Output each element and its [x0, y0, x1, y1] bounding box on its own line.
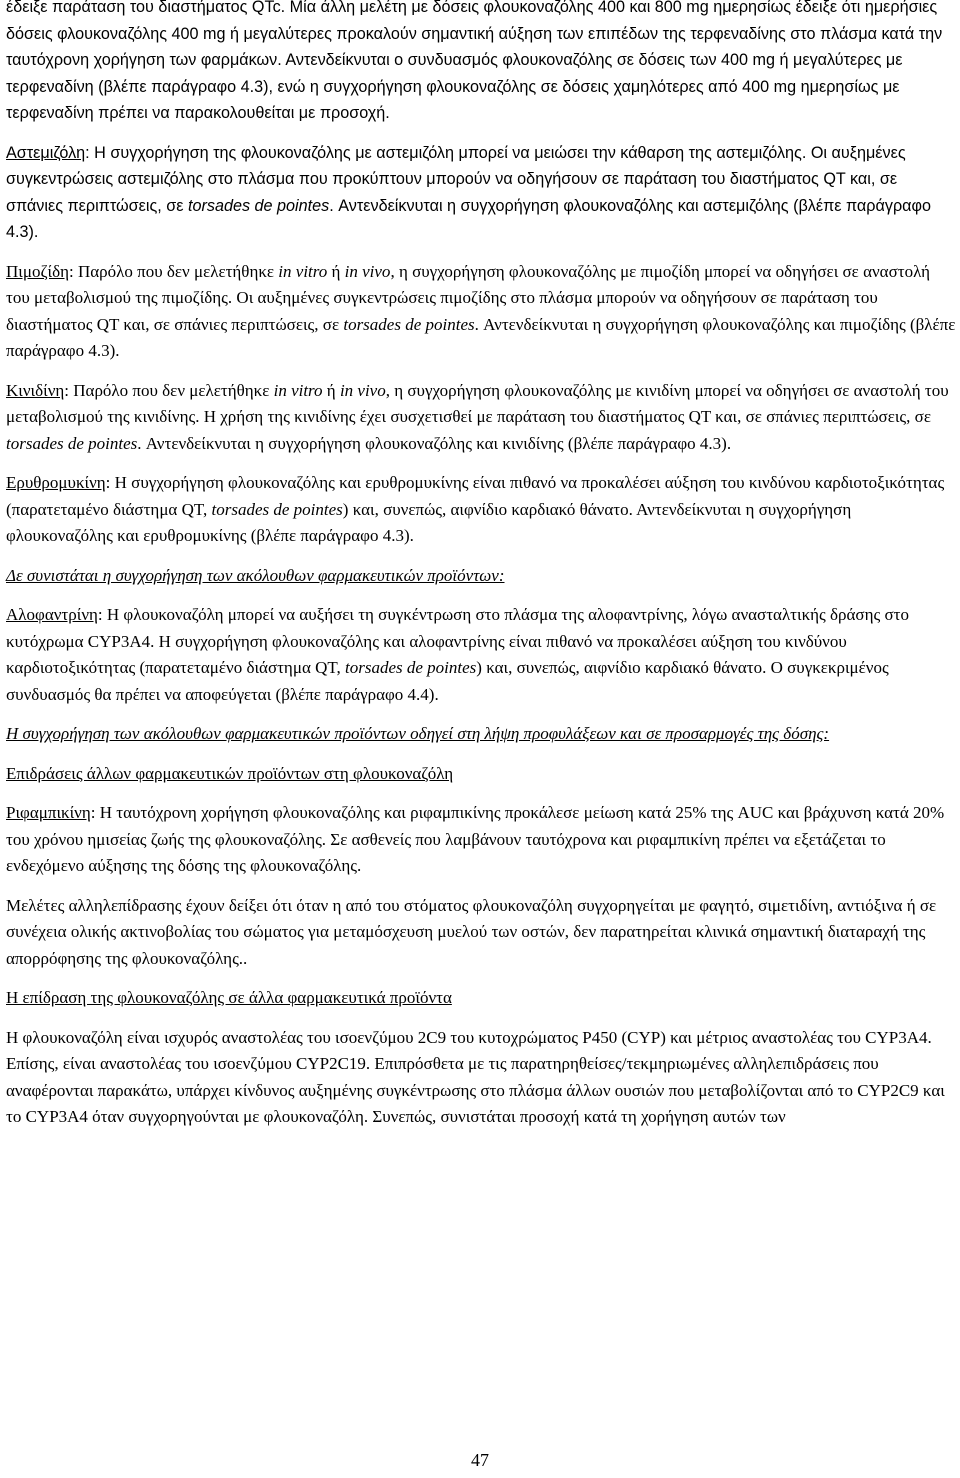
italic-term: in vitro	[273, 380, 323, 400]
paragraph-text: Η φλουκοναζόλη είναι ισχυρός αναστολέας του ισοενζύμου 2C9 του κυτοχρώματος P450 (CYP) και μέτριος αναστολέας του CYP3A4. Επίσης, είναι αναστολέας του ισοενζύμου CYP2C19. Επιπρόσθετα με τις παρατηρηθείσες/τεκμηριωμένες αλληλεπιδράσεις που αναφέρονται παρακάτω, υπάρχει κίνδυνος αυξημένης συγκέντρωσης στο πλάσμα άλλων ουσιών που μεταβολίζονται από το CYP2C9 και το CYP3A4 όταν συγχορηγούνται με φλουκοναζόλη. Συνεπώς, συνιστάται προσοχή κατά τη χορήγηση αυτών των	[6, 1027, 945, 1126]
paragraph-quinidine	[6, 378, 958, 458]
paragraph-cyp-inhibitor	[6, 1025, 958, 1131]
paragraph-text: . Αντενδείκνυται η συγχορήγηση φλουκοναζόλης και κινιδίνης (βλέπε παράγραφο 4.3).	[137, 433, 732, 453]
paragraph-text: : Η ταυτόχρονη χορήγηση φλουκοναζόλης και ριφαμπικίνης προκάλεσε μείωση κατά 25% της AUC και βράχυνση κατά 20% του χρόνου ημισείας ζωής της φλουκοναζόλης. Σε ασθενείς που λαμβάνουν ταυτόχρονα και ριφαμπικίνη πρέπει να εξετάζεται το ενδεχόμενο αύξησης της δόσης της φλουκοναζόλης.	[6, 803, 945, 875]
italic-term: torsades de pointes	[6, 433, 138, 453]
paragraph-halofantrine	[6, 602, 958, 708]
heading-not-recommended: Δε συνιστάται η συγχορήγηση των ακόλουθων φαρμακευτικών προϊόντων:	[6, 565, 505, 585]
italic-term: in vitro	[278, 261, 328, 281]
paragraph-text: ή	[322, 380, 340, 400]
paragraph-text: έδειξε παράταση του διαστήματος QTc. Μία άλλη μελέτη με δόσεις φλουκοναζόλης 400 και 800 mg ημερησίως έδειξε ότι ημερήσιες δόσεις φλουκοναζόλης 400 mg ή μεγαλύτερες προκαλούν σημαντική αύξηση των επιπέδων της τερφεναδίνης στο πλάσμα κατά την ταυτόχρονη χορήγηση των φαρμάκων. Αντενδείκνυται ο συνδυασμός φλουκοναζόλης σε δόσεις των 400 mg ή μεγαλύτερες με τερφεναδίνη (βλέπε παράγραφο 4.3), ενώ η συγχορήγηση φλουκοναζόλης σε δόσεις χαμηλότερες από 400 mg ημερησίως με τερφεναδίνη πρέπει να παρακολουθείται με προσοχή.	[6, 0, 943, 122]
drug-term: Ερυθρομυκίνη	[6, 473, 106, 492]
paragraph-terfenadine	[6, 0, 958, 127]
drug-term: Πιμοζίδη	[6, 261, 69, 281]
italic-term: torsades de pointes	[343, 314, 475, 334]
paragraph-rifampicin	[6, 800, 958, 880]
paragraph-text: ) και, συνεπώς, αιφνίδιο καρδιακό θάνατο. Αντενδείκνυται η συγχορήγηση φλουκοναζόλης και ερυθρομυκίνης (βλέπε παράγραφο 4.3).	[6, 499, 852, 545]
paragraph-text: . Αντενδείκνυται η συγχορήγηση φλουκοναζόλης και πιμοζίδης (βλέπε παράγραφο 4.3).	[6, 314, 956, 360]
paragraph-text: : Παρόλο που δεν μελετήθηκε	[64, 380, 274, 400]
page-number: 47	[471, 1450, 489, 1470]
paragraph-text: Μελέτες αλληλεπίδρασης έχουν δείξει ότι όταν η από του στόματος φλουκοναζόλη συγχορηγείται με φαγητό, σιμετιδίνη, αντιόξινα ή σε συνέχεια ολικής ακτινοβολίας του σώματος για μεταμόσχευση μυελού των οστών, δεν παρατηρείται κλινικά σημαντική διαταραχή της απορρόφησης της φλουκοναζόλης..	[6, 895, 937, 968]
paragraph-text: : Η συγχορήγηση της φλουκοναζόλης με αστεμιζόλη μπορεί να μειώσει την κάθαρση της αστεμιζόλης. Οι αυξημένες συγκεντρώσεις αστεμιζόλης στο πλάσμα που προκύπτουν μπορούν να οδηγήσουν σε παράταση του διαστήματος QT και, σε σπάνιες περιπτώσεις, σε	[6, 143, 906, 215]
drug-term: Αστεμιζόλη	[6, 143, 86, 162]
drug-term: Αλοφαντρίνη	[6, 605, 98, 624]
paragraph-text: : Παρόλο που δεν μελετήθηκε	[68, 261, 279, 281]
italic-term: torsades de pointes	[187, 196, 330, 215]
heading-precautions: Η συγχορήγηση των ακόλουθων φαρμακευτικών προϊόντων οδηγεί στη λήψη προφυλάξεων και σε προσαρμογές της δόσης:	[6, 724, 830, 743]
paragraph-text: ή	[327, 261, 345, 281]
heading-effects-on-fluconazole: Επιδράσεις άλλων φαρμακευτικών προϊόντων στη φλουκοναζόλη	[6, 763, 454, 783]
drug-term: Κινιδίνη	[6, 380, 65, 400]
italic-term: in vivo	[339, 380, 386, 400]
paragraph-text: . Αντενδείκνυται η συγχορήγηση φλουκοναζόλης και αστεμιζόλης (βλέπε παράγραφο 4.3).	[6, 196, 932, 241]
heading-effects-of-fluconazole: Η επίδραση της φλουκοναζόλης σε άλλα φαρμακευτικά προϊόντα	[6, 988, 452, 1007]
paragraph-astemizole	[6, 140, 958, 246]
italic-term: torsades de pointes	[345, 658, 477, 677]
paragraph-text: : Η φλουκοναζόλη μπορεί να αυξήσει τη συγκέντρωση στο πλάσμα της αλοφαντρίνης, λόγω ανασταλτικής δράσης στο κυτόχρωμα CYP3A4. Η συγχορήγηση φλουκοναζόλης και αλοφαντρίνης είναι πιθανό να προκαλέσει αύξηση του κινδύνου καρδιοτοξικότητας (παρατεταμένο διάστημα QT,	[6, 605, 909, 677]
italic-term: in vivo	[344, 261, 391, 281]
paragraph-text: , η συγχορήγηση φλουκοναζόλης με πιμοζίδη μπορεί να οδηγήσει σε αναστολή του μεταβολισμού της πιμοζίδης. Οι αυξημένες συγκεντρώσεις πιμοζίδης στο πλάσμα μπορούν να οδηγήσουν σε παράταση του διαστήματος QT και, σε σπάνιες περιπτώσεις, σε	[6, 261, 931, 334]
paragraph-food-interactions	[6, 893, 958, 973]
paragraph-pimozide	[6, 259, 958, 365]
paragraph-erythromycin	[6, 470, 958, 550]
drug-term: Ριφαμπικίνη	[6, 803, 91, 822]
document-page	[6, 0, 958, 1131]
paragraph-text: : Η συγχορήγηση φλουκοναζόλης και ερυθρομυκίνης είναι πιθανό να προκαλέσει αύξηση του κινδύνου καρδιοτοξικότητας (παρατεταμένο διάστημα QT,	[6, 473, 945, 519]
paragraph-text: ) και, συνεπώς, αιφνίδιο καρδιακό θάνατο. Ο συγκεκριμένος συνδυασμός θα πρέπει να αποφεύγεται (βλέπε παράγραφο 4.4).	[6, 658, 889, 704]
paragraph-text: , η συγχορήγηση φλουκοναζόλης με κινιδίνη μπορεί να οδηγήσει σε αναστολή του μεταβολισμού της κινιδίνης. Η χρήση της κινιδίνης έχει συσχετισθεί με παράταση του διαστήματος QT και, σε σπάνιες περιπτώσεις, σε	[6, 380, 949, 426]
italic-term: torsades de pointes	[211, 499, 343, 519]
